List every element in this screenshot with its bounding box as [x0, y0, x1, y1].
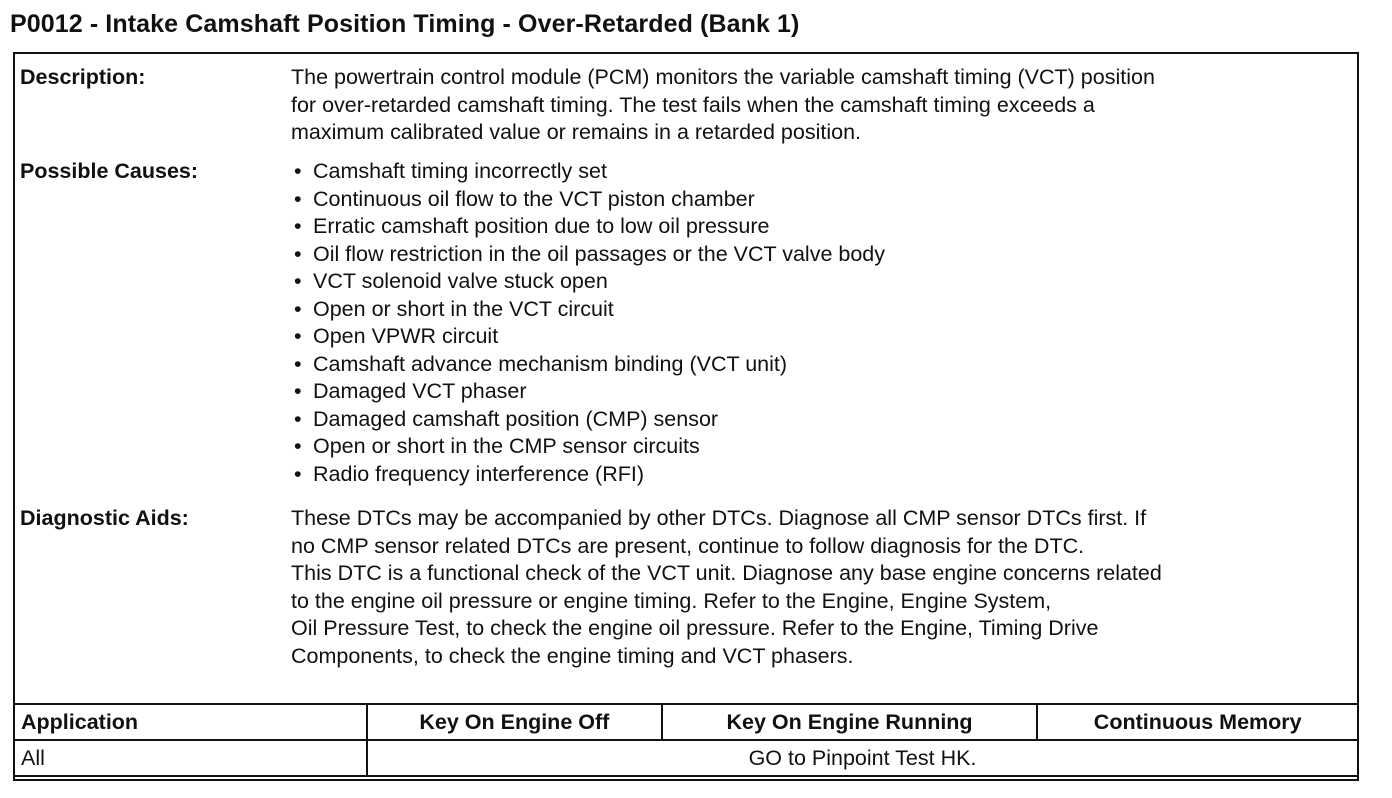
- cause-item: • Damaged camshaft position (CMP) sensor: [291, 406, 1351, 434]
- diagnostic-aids-line: This DTC is a functional check of the VCT unit. Diagnose any base engine concerns related: [291, 561, 1162, 585]
- cause-item: • Oil flow restriction in the oil passages or the VCT valve body: [291, 241, 1351, 269]
- cause-item: • Damaged VCT phaser: [291, 378, 1351, 406]
- cause-item: • Radio frequency interference (RFI): [291, 461, 1351, 489]
- application-value: All: [14, 740, 367, 776]
- description-line: The powertrain control module (PCM) monitors the variable camshaft timing (VCT) position: [291, 65, 1155, 89]
- possible-causes-body: [291, 158, 1351, 488]
- cause-item: • Open or short in the VCT circuit: [291, 296, 1351, 324]
- cause-item: • Open or short in the CMP sensor circuits: [291, 433, 1351, 461]
- diagnostic-aids-line: to the engine oil pressure or engine timing. Refer to the Engine, Engine System,: [291, 588, 1052, 613]
- pinpoint-test-action: GO to Pinpoint Test HK.: [367, 740, 1358, 776]
- diagnostic-aids-line: These DTCs may be accompanied by other DTCs. Diagnose all CMP sensor DTCs first. If: [291, 506, 1147, 530]
- description-body: [291, 64, 1351, 147]
- diagnostic-aids-label: Diagnostic Aids:: [20, 506, 189, 530]
- continuous-memory-header: Continuous Memory: [1037, 704, 1358, 740]
- description-line: for over-retarded camshaft timing. The test fails when the camshaft timing exceeds a: [291, 92, 1095, 117]
- description-line: maximum calibrated value or remains in a retarded position.: [291, 120, 862, 144]
- koeo-header: Key On Engine Off: [367, 704, 662, 740]
- cause-item: • Erratic camshaft position due to low oil pressure: [291, 213, 1351, 241]
- diagnostic-aids-line: Components, to check the engine timing and VCT phasers.: [291, 643, 854, 668]
- koer-header: Key On Engine Running: [662, 704, 1038, 740]
- application-table-row: [14, 740, 1358, 776]
- diagnostic-aids-body: [291, 505, 1351, 670]
- diagnostic-aids-line: Oil Pressure Test, to check the engine oil pressure. Refer to the Engine, Timing Drive: [291, 616, 1099, 640]
- application-header: Application: [14, 704, 367, 740]
- cause-item: • Camshaft advance mechanism binding (VCT unit): [291, 351, 1351, 379]
- application-table: [13, 703, 1359, 777]
- cause-item: • VCT solenoid valve stuck open: [291, 268, 1351, 296]
- possible-causes-label: Possible Causes:: [20, 159, 199, 183]
- application-table-header-row: [14, 704, 1358, 740]
- cause-item: • Continuous oil flow to the VCT piston chamber: [291, 186, 1351, 214]
- cause-item: • Camshaft timing incorrectly set: [291, 158, 1351, 186]
- cause-item: • Open VPWR circuit: [291, 323, 1351, 351]
- description-label: Description:: [20, 65, 146, 89]
- possible-causes-list: [291, 158, 1351, 488]
- page-title: P0012 - Intake Camshaft Position Timing - Over-Retarded (Bank 1): [10, 10, 800, 38]
- diagnostic-aids-line: no CMP sensor related DTCs are present, continue to follow diagnosis for the DTC.: [291, 533, 1085, 558]
